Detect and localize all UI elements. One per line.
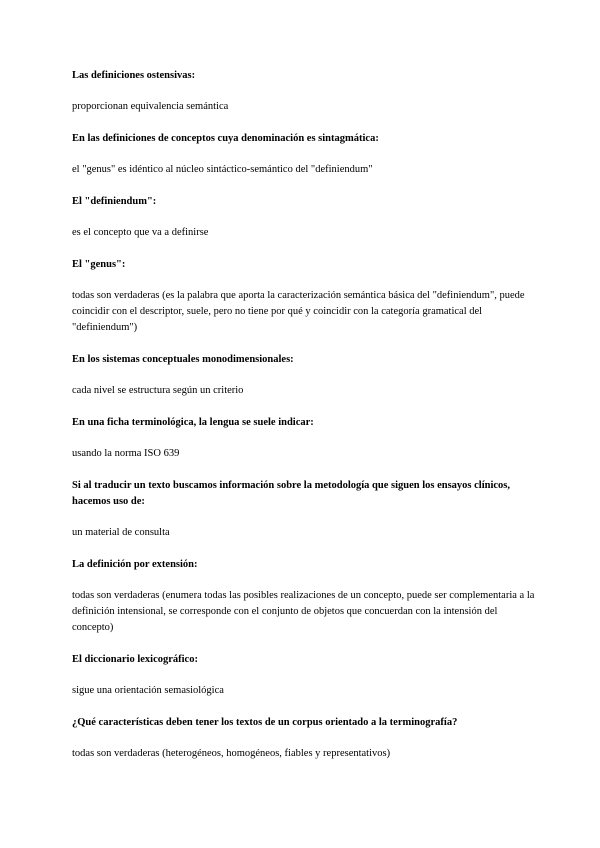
answer-text: cada nivel se estructura según un criterio [72,385,244,396]
answer-text: un material de consulta [72,527,170,538]
answer-text: todas son verdaderas (es la palabra que aporta la caracterización semántica básica del "definiendum", puede coincidir con el descriptor, suele, pero no tiene por qué y coincidir con la categoría gramatical del "definiendum") [72,290,525,333]
qa-item [72,715,540,762]
qa-item [72,257,540,336]
answer-text: proporcionan equivalencia semántica [72,101,229,112]
answer-text: usando la norma ISO 639 [72,448,180,459]
qa-item [72,652,540,699]
answer-text: todas son verdaderas (heterogéneos, homogéneos, fiables y representativos) [72,748,391,759]
qa-item [72,352,540,399]
question-text: En las definiciones de conceptos cuya denominación es sintagmática: [72,133,379,144]
qa-item [72,194,540,241]
question-text: El diccionario lexicográfico: [72,654,198,665]
qa-item [72,478,540,541]
qa-item [72,415,540,462]
question-text: El "genus": [72,259,126,270]
question-text: El "definiendum": [72,196,157,207]
question-text: En los sistemas conceptuales monodimensionales: [72,354,294,365]
answer-text: sigue una orientación semasiológica [72,685,224,696]
answer-text: el "genus" es idéntico al núcleo sintáctico-semántico del "definiendum" [72,164,373,175]
question-text: Las definiciones ostensivas: [72,70,196,81]
question-text: Si al traducir un texto buscamos información sobre la metodología que siguen los ensayos clínicos, hacemos uso de: [72,480,511,507]
qa-item [72,557,540,636]
qa-item [72,131,540,178]
question-text: ¿Qué características deben tener los textos de un corpus orientado a la terminografía? [72,717,458,728]
answer-text: es el concepto que va a definirse [72,227,209,238]
answer-text: todas son verdaderas (enumera todas las posibles realizaciones de un concepto, puede ser complementaria a la definición intensional, se corresponde con el conjunto de objetos que concuerdan con la intensión del concepto) [72,590,535,633]
qa-item [72,68,540,115]
question-text: En una ficha terminológica, la lengua se suele indicar: [72,417,314,428]
question-text: La definición por extensión: [72,559,198,570]
